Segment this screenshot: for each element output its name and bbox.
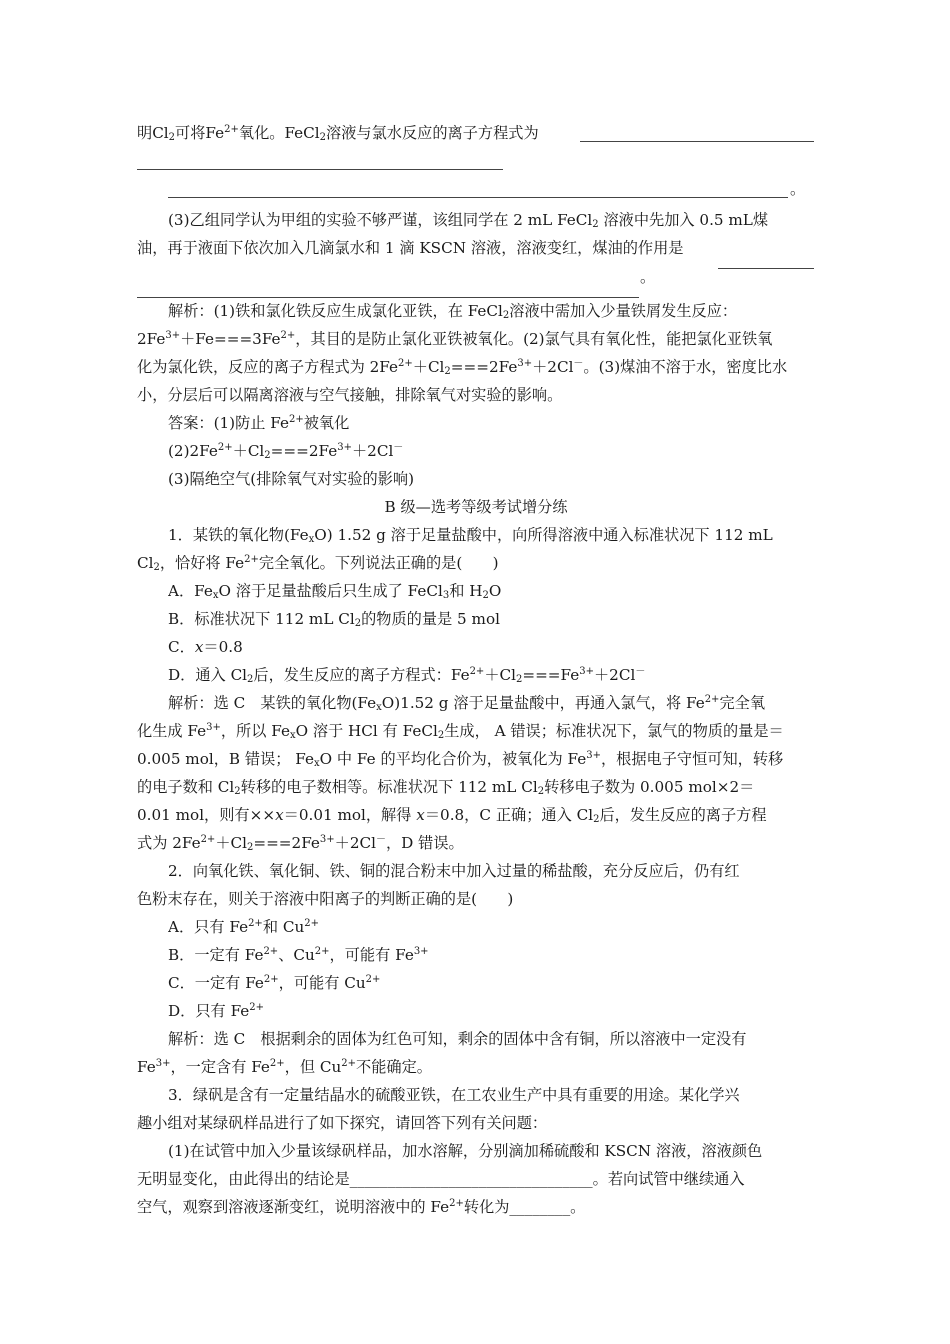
text-run: 3+ bbox=[165, 330, 181, 341]
text-run: 3．绿矾是含有一定量结晶水的硫酸亚铁，在工农业生产中具有重要的用途。某化学兴 bbox=[168, 1086, 740, 1104]
text-run: 2 bbox=[444, 366, 451, 377]
text-run: Cl bbox=[137, 554, 154, 572]
text-line bbox=[168, 577, 815, 605]
text-run: 2+ bbox=[217, 442, 233, 453]
text-run: D．通入 Cl bbox=[168, 666, 248, 684]
text-line bbox=[168, 969, 815, 997]
text-run: 和 Cu bbox=[262, 918, 305, 936]
text-line bbox=[168, 521, 815, 549]
text-run: 空气，观察到溶液逐渐变红，说明溶液中的 Fe bbox=[137, 1198, 450, 1216]
answer-blank-1c[interactable] bbox=[168, 197, 788, 198]
text-line bbox=[137, 1053, 815, 1081]
text-run: ＋2Cl bbox=[532, 358, 574, 376]
text-run: ，可能有 Cu bbox=[278, 974, 366, 992]
text-run: ＋Cl bbox=[232, 442, 265, 460]
text-run: 明Cl bbox=[137, 124, 169, 142]
text-run: 无明显变化，由此得出的结论是 bbox=[137, 1170, 350, 1188]
text-run: 2．向氧化铁、氧化铜、铁、铜的混合粉末中加入过量的稀盐酸，充分反应后，仍有红 bbox=[168, 862, 740, 880]
text-line bbox=[168, 409, 815, 437]
text-run: 的物质的量是 5 mol bbox=[361, 610, 500, 628]
text-run: 后，发生反应的离子方程 bbox=[599, 806, 767, 824]
text-run: 后，发生反应的离子方程式：Fe bbox=[253, 666, 470, 684]
text-run: 2+ bbox=[365, 974, 381, 985]
text-line bbox=[137, 119, 815, 147]
text-run: 1．某铁的氧化物(Fe bbox=[168, 526, 309, 544]
text-run: (1)在试管中加入少量该绿矾样品，加水溶解，分别滴加稀硫酸和 KSCN 溶液，溶液颜色 bbox=[168, 1142, 763, 1160]
text-run: 2 bbox=[234, 786, 241, 797]
text-run: A．只有 Fe bbox=[168, 918, 249, 936]
text-run: ，但 Cu bbox=[284, 1058, 342, 1076]
text-run: 。若向试管中继续通入 bbox=[592, 1170, 745, 1188]
text-run: ＋2Cl bbox=[351, 442, 394, 460]
text-run: 2+ bbox=[469, 666, 485, 677]
text-run: O 溶于足量盐酸后只生成了 FeCl bbox=[218, 582, 443, 600]
text-run: 2+ bbox=[398, 358, 413, 369]
text-run: x bbox=[376, 702, 382, 713]
text-run: ，恰好将 Fe bbox=[159, 554, 245, 572]
text-run: 3+ bbox=[517, 358, 533, 369]
answer-blank-1a[interactable] bbox=[580, 141, 814, 142]
text-run: ＋Cl bbox=[412, 358, 445, 376]
text-line bbox=[137, 1109, 815, 1137]
text-run: 2+ bbox=[269, 1058, 285, 1069]
text-run: 2 bbox=[246, 842, 254, 853]
answer-blank-1b[interactable] bbox=[137, 169, 503, 170]
text-run: 、Cu bbox=[278, 946, 315, 964]
text-run: － bbox=[573, 358, 584, 369]
text-line bbox=[168, 661, 815, 689]
text-run: 。 bbox=[570, 1198, 586, 1216]
answer-blank[interactable]: ________ bbox=[509, 1198, 571, 1216]
text-line bbox=[137, 325, 815, 353]
text-run: 。 bbox=[640, 268, 656, 286]
text-run: 3+ bbox=[586, 750, 601, 761]
text-line bbox=[137, 353, 815, 381]
text-run: A．Fe bbox=[168, 582, 213, 600]
text-run: 解析：(1)铁和氯化铁反应生成氯化亚铁，在 FeCl bbox=[168, 302, 503, 320]
text-run: 2 bbox=[264, 450, 271, 461]
text-run: O 溶于 HCl 有 FeCl bbox=[295, 722, 438, 740]
text-run: 转化为 bbox=[463, 1198, 510, 1216]
text-run: 的电子数和 Cl bbox=[137, 778, 235, 796]
text-run: (3)隔绝空气(排除氧气对实验的影响) bbox=[168, 470, 414, 488]
text-line bbox=[137, 801, 815, 829]
text-line bbox=[137, 717, 815, 745]
text-run: D．只有 Fe bbox=[168, 1002, 250, 1020]
text-run: ＋2Cl bbox=[334, 834, 376, 852]
answer-blank-2a[interactable] bbox=[718, 268, 814, 269]
text-run: ＋Cl bbox=[215, 834, 247, 852]
text-run: B．标准状况下 112 mL Cl bbox=[168, 610, 355, 628]
text-run: O 中 Fe 的平均化合价为，被氧化为 Fe bbox=[319, 750, 587, 768]
text-line bbox=[168, 1137, 815, 1165]
text-run: 。(3)煤油不溶于水，密度比水 bbox=[583, 358, 788, 376]
text-line bbox=[168, 689, 815, 717]
text-line bbox=[137, 745, 815, 773]
text-line bbox=[168, 1025, 815, 1053]
section-heading bbox=[137, 493, 815, 521]
text-run: 式为 2Fe bbox=[137, 834, 201, 852]
text-line bbox=[168, 437, 815, 465]
text-run: 。 bbox=[790, 180, 806, 198]
text-run: x bbox=[289, 730, 296, 741]
text-line bbox=[168, 297, 815, 325]
text-run: x bbox=[212, 590, 219, 601]
text-run: 2+ bbox=[288, 414, 304, 425]
text-run: 2+ bbox=[200, 834, 216, 845]
text-run: 2+ bbox=[304, 918, 319, 929]
text-run: (2)2Fe bbox=[168, 442, 218, 460]
text-run: 氧化。FeCl bbox=[238, 124, 320, 142]
text-run: ===2Fe bbox=[253, 834, 320, 852]
text-run: ＋Fe===3Fe bbox=[180, 330, 281, 348]
text-line bbox=[137, 1193, 815, 1221]
text-run: B．一定有 Fe bbox=[168, 946, 264, 964]
text-run: 2+ bbox=[244, 554, 259, 565]
text-run: 3+ bbox=[413, 946, 429, 957]
text-run: 3+ bbox=[337, 442, 352, 453]
text-run: ===Fe bbox=[522, 666, 580, 684]
text-run: ＋Cl bbox=[484, 666, 516, 684]
text-run: 2+ bbox=[224, 124, 239, 135]
text-run: 2 bbox=[354, 618, 362, 629]
text-line bbox=[137, 549, 815, 577]
text-run: 0.01 mol，则有×× bbox=[137, 806, 276, 824]
text-run: 3+ bbox=[579, 666, 594, 677]
text-run: B 级—选考等级考试增分练 bbox=[384, 498, 568, 516]
text-run: 3+ bbox=[319, 834, 335, 845]
text-run: C．一定有 Fe bbox=[168, 974, 264, 992]
text-run: 2 bbox=[247, 674, 254, 685]
text-run: 化生成 Fe bbox=[137, 722, 207, 740]
text-run: 2 bbox=[437, 730, 445, 741]
text-run: 答案：(1)防止 Fe bbox=[168, 414, 289, 432]
text-run: 完全氧化。下列说法正确的是( ) bbox=[258, 554, 499, 572]
text-run: ，D 错误。 bbox=[385, 834, 464, 852]
text-run: 2+ bbox=[248, 918, 263, 929]
text-run: 溶液中先加入 0.5 mL煤 bbox=[598, 211, 769, 229]
answer-blank-2b[interactable] bbox=[137, 297, 639, 298]
text-run: 3+ bbox=[155, 1058, 171, 1069]
text-run: O bbox=[488, 582, 502, 600]
answer-blank[interactable]: ________________________________ bbox=[349, 1170, 593, 1188]
text-run: 解析：选 C 根据剩余的固体为红色可知，剩余的固体中含有铜，所以溶液中一定没有 bbox=[168, 1030, 747, 1048]
text-run: Fe bbox=[137, 1058, 156, 1076]
text-run: 2+ bbox=[341, 1058, 357, 1069]
text-run: 3 bbox=[442, 590, 450, 601]
text-run: 3+ bbox=[206, 722, 221, 733]
text-run: ＝0.8，C 正确；通入 Cl bbox=[424, 806, 594, 824]
text-run: ===2Fe bbox=[270, 442, 338, 460]
text-run: 溶液中需加入少量铁屑发生反应： bbox=[509, 302, 738, 320]
text-run: 和 H bbox=[449, 582, 483, 600]
text-line bbox=[640, 263, 670, 291]
text-run: ＝0.01 mol，解得 bbox=[283, 806, 417, 824]
text-run: 趣小组对某绿矾样品进行了如下探究，请回答下列有关问题： bbox=[137, 1114, 548, 1132]
text-run: ＝0.8 bbox=[203, 638, 243, 656]
text-run: 0.005 mol，B 错误； Fe bbox=[137, 750, 314, 768]
text-run: 2+ bbox=[449, 1198, 464, 1209]
text-run: 完全氧 bbox=[719, 694, 765, 712]
text-line bbox=[168, 1081, 815, 1109]
text-run: 生成， A 错误；标准状况下，氯气的物质的量是＝ bbox=[444, 722, 784, 740]
text-run: 2+ bbox=[704, 694, 720, 705]
text-line bbox=[137, 234, 815, 262]
text-line bbox=[137, 829, 815, 857]
text-run: (3)乙组同学认为甲组的实验不够严谨，该组同学在 2 mL FeCl bbox=[168, 211, 593, 229]
text-line bbox=[168, 857, 815, 885]
text-run: 被氧化 bbox=[303, 414, 350, 432]
text-line bbox=[168, 997, 815, 1025]
text-run: x bbox=[416, 806, 425, 824]
text-line bbox=[137, 381, 815, 409]
text-run: O)1.52 g 溶于足量盐酸中，再通入氯气，将 Fe bbox=[381, 694, 705, 712]
text-line bbox=[168, 913, 815, 941]
text-run: 2+ bbox=[314, 946, 330, 957]
text-run: 溶液与氯水反应的离子方程式为 bbox=[326, 124, 539, 142]
text-run: O) 1.52 g 溶于足量盐酸中，向所得溶液中通入标准状况下 112 mL bbox=[314, 526, 773, 544]
text-run: 2 bbox=[319, 132, 326, 143]
text-line bbox=[137, 885, 815, 913]
text-run: 2 bbox=[515, 674, 523, 685]
text-line bbox=[137, 1165, 815, 1193]
text-run: 2+ bbox=[263, 946, 279, 957]
text-line bbox=[168, 206, 815, 234]
text-run: ，其目的是防止氯化亚铁被氧化。(2)氯气具有氧化性，能把氯化亚铁氧 bbox=[295, 330, 773, 348]
text-run: － bbox=[393, 442, 404, 453]
text-run: 2 bbox=[592, 219, 599, 230]
text-run: 2Fe bbox=[137, 330, 166, 348]
text-run: 转移的电子数相等。标准状况下 112 mL Cl bbox=[240, 778, 538, 796]
text-run: x bbox=[275, 806, 284, 824]
text-run: 化为氯化铁，反应的离子方程式为 2Fe bbox=[137, 358, 398, 376]
text-run: x bbox=[194, 638, 204, 656]
text-run: 2+ bbox=[263, 974, 279, 985]
text-run: ，可能有 Fe bbox=[329, 946, 414, 964]
text-run: C． bbox=[168, 638, 195, 656]
text-run: ===2Fe bbox=[450, 358, 518, 376]
text-run: x bbox=[313, 758, 320, 769]
text-run: 转移电子数为 0.005 mol×2＝ bbox=[544, 778, 755, 796]
text-line bbox=[137, 773, 815, 801]
text-run: 2 bbox=[153, 562, 160, 573]
text-run: 2+ bbox=[249, 1002, 265, 1013]
text-run: 2 bbox=[168, 132, 176, 143]
text-run: 解析：选 C 某铁的氧化物(Fe bbox=[168, 694, 377, 712]
text-run: 2 bbox=[482, 590, 489, 601]
text-run: 小，分层后可以隔离溶液与空气接触，排除氧气对实验的影响。 bbox=[137, 386, 563, 404]
text-run: 2 bbox=[593, 814, 600, 825]
text-run: ，所以 Fe bbox=[220, 722, 290, 740]
text-run: 不能确定。 bbox=[356, 1058, 432, 1076]
text-line bbox=[168, 633, 815, 661]
text-run: ，一定含有 Fe bbox=[170, 1058, 270, 1076]
text-run: ＋2Cl bbox=[593, 666, 636, 684]
text-run: x bbox=[308, 534, 315, 545]
text-line bbox=[168, 941, 815, 969]
text-run: 色粉末存在，则关于溶液中阳离子的判断正确的是( ) bbox=[137, 890, 514, 908]
text-run: 2 bbox=[502, 310, 510, 321]
text-line bbox=[790, 175, 820, 203]
text-run: 2 bbox=[537, 786, 545, 797]
text-run: 油，再于液面下依次加入几滴氯水和 1 滴 KSCN 溶液，溶液变红，煤油的作用是 bbox=[137, 239, 684, 257]
text-line bbox=[168, 605, 815, 633]
text-run: 可将Fe bbox=[175, 124, 225, 142]
text-run: 2+ bbox=[280, 330, 296, 341]
text-run: － bbox=[635, 666, 646, 677]
text-run: ，根据电子守恒可知，转移 bbox=[600, 750, 784, 768]
text-line bbox=[168, 465, 815, 493]
text-run: － bbox=[375, 834, 386, 845]
